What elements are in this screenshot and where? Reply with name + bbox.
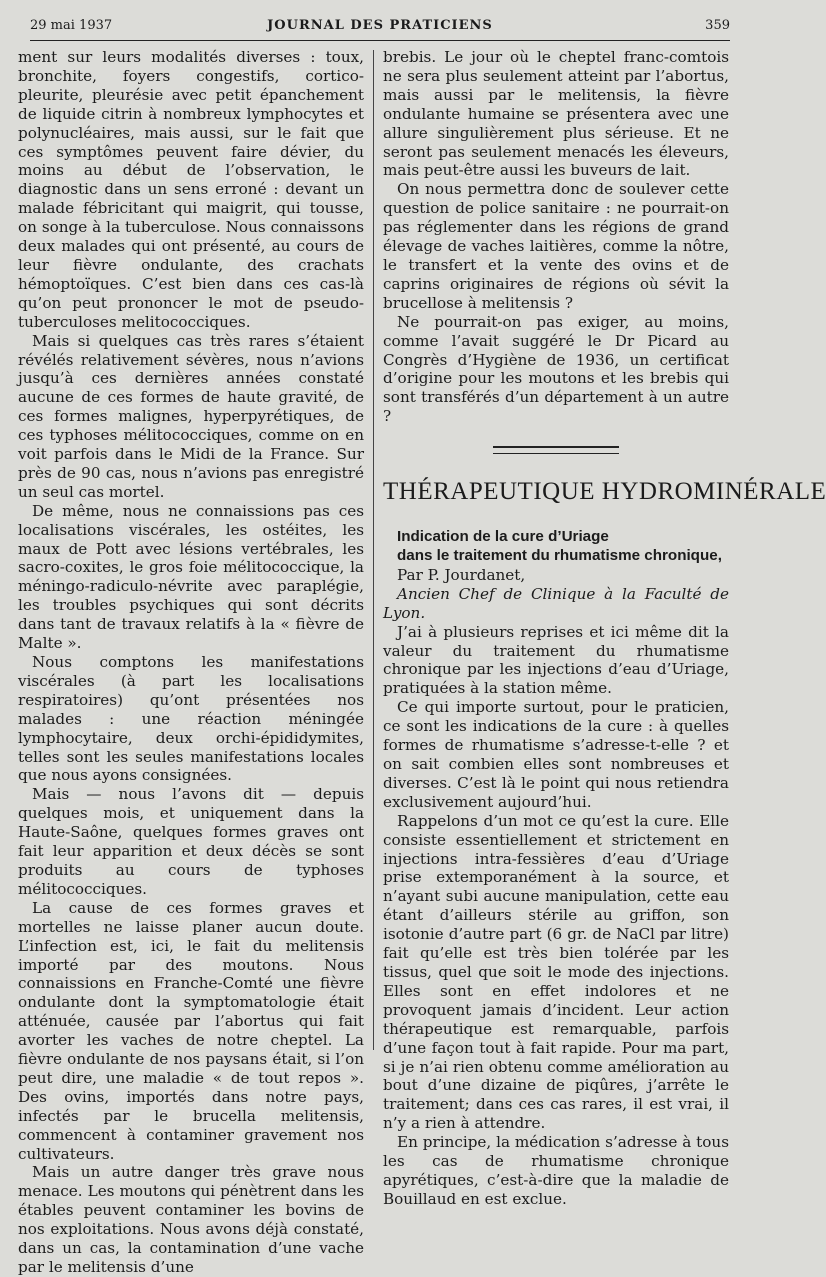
paragraph: Ne pourrait-on pas exiger, au moins, comme l’avait suggéré le Dr Picard au Congrès d’Hygiène de 1936, un certificat d’origine pour les moutons et les brebis qui sont transférés d’un département à un autre ? <box>383 312 729 426</box>
section-title: THÉRAPEUTIQUE HYDROMINÉRALE <box>383 478 826 506</box>
page-header <box>30 14 730 41</box>
article-title-line2: dans le traitement du rhumatisme chronique, <box>397 547 722 565</box>
header-date: 29 mai 1937 <box>30 18 113 33</box>
right-column <box>383 48 826 1208</box>
paragraph: Mais — nous l’avons dit — depuis quelques mois, et uniquement dans la Haute-Saône, quelques formes graves ont fait leur apparition et deux décès se sont produits au cours de typhoses mélitococciques. <box>18 785 364 898</box>
paragraph: Nous comptons les manifestations viscérales (à part les localisations respiratoires) qu’ont présentées nos malades : une réaction méningée lymphocytaire, deux orchi-épididymites, telles sont les seules manifestations locales que nous ayons consignées. <box>18 653 364 785</box>
article-title-line1: Indication de la cure d’Uriage <box>397 528 609 546</box>
paragraph: De même, nous ne connaissions pas ces localisations viscérales, les ostéites, les maux de Pott avec lésions vertébrales, les sacro-coxites, le gros foie mélitococcique, la méningo-radiculo-névrite avec paraplégie, les troubles psychiques qui sont décrits dans tant de travaux relatifs à la « fièvre de Malte ». <box>18 501 364 653</box>
column-divider <box>373 50 374 1050</box>
article-byline: Par P. Jourdanet, <box>397 565 526 584</box>
left-column <box>18 48 364 1276</box>
paragraph: J’ai à plusieurs reprises et ici même dit la valeur du traitement du rhumatisme chronique par les injections d’eau d’Uriage, pratiquées à la station même. <box>383 622 729 698</box>
paragraph: ment sur leurs modalités diverses : toux, bronchite, foyers congestifs, cortico-pleurite, pleurésie avec petit épanchement de liquide citrin à nombreux lymphocytes et polynucléaires, mais aussi, sur le fait que ces symptômes peuvent faire dévier, du moins au début de l’observation, le diagnostic dans un sens erroné : devant un malade fébricitant qui maigrit, qui tousse, on songe à la tuberculose. Nous connaissons deux malades qui ont présenté, au cours de leur fièvre ondulante, des crachats hémoptoïques. C’est bien dans ces cas-là qu’on peut prononcer le mot de pseudo-tuberculoses melitococciques. <box>18 48 364 331</box>
paragraph: Ce qui importe surtout, pour le praticien, ce sont les indications de la cure : à quelles formes de rhumatisme s’adresse-t-elle ? et on sait combien elles sont nombreuses et diverses. C’est là le point qui nous retiendra exclusivement aujourd’hui. <box>383 698 729 811</box>
paragraph: En principe, la médication s’adresse à tous les cas de rhumatisme chronique apyrétiques, c’est-à-dire que la maladie de Bouillaud en est exclue. <box>383 1133 729 1208</box>
paragraph: On nous permettra donc de soulever cette question de police sanitaire : ne pourrait-on pas réglementer dans les régions de grand élevage de vaches laitières, comme la nôtre, le transfert et la vente des ovins et de caprins originaires de régions où sévit la brucellose à melitensis ? <box>383 180 729 312</box>
paragraph: Mais un autre danger très grave nous menace. Les moutons qui pénètrent dans les étables peuvent contaminer les bovins de nos exploitations. Nous avons déjà constaté, dans un cas, la contamination d’une vache par le melitensis d’une <box>18 1163 364 1276</box>
section-separator <box>493 446 619 454</box>
paragraph: Rappelons d’un mot ce qu’est la cure. Elle consiste essentiellement et strictement en injections intra-fessières d’eau d’Uriage prise extemporanément à la source, et n’ayant subi aucune manipulation, cette eau étant d’ailleurs stérile au griffon, son isotonie d’autre part (6 gr. de NaCl par litre) fait qu’elle est très bien tolérée par les tissus, quel que soit le mode des injections. Elles sont en effet indolores et ne provoquent jamais d’incident. Leur action thérapeutique est remarquable, parfois d’une façon tout à fait rapide. Pour ma part, si je n’ai rien obtenu comme amélioration au bout d’une dizaine de piqûres, j’arrête le traitement; dans ces cas rares, il est vrai, il n’y a rien à attendre. <box>383 811 729 1133</box>
journal-title: JOURNAL DES PRATICIENS <box>267 18 493 33</box>
paragraph: brebis. Le jour où le cheptel franc-comtois ne sera plus seulement atteint par l’abortus, mais aussi par le melitensis, la fièvre ondulante humaine se présentera avec une allure singulièrement plus sérieuse. Et ne seront pas seulement menacés les éleveurs, mais peut-être aussi les buveurs de lait. <box>383 48 729 180</box>
paragraph: Mais si quelques cas très rares s’étaient révélés relativement sévères, nous n’avions jusqu’à ces dernières années constaté aucune de ces formes de haute gravité, de ces formes malignes, hyperpyrétiques, de ces typhoses mélitococciques, comme on en voit parfois dans le Midi de la France. Sur près de 90 cas, nous n’avions pas enregistré un seul cas mortel. <box>18 331 364 501</box>
author-affiliation: Ancien Chef de Clinique à la Faculté de Lyon. <box>383 584 729 622</box>
page-number: 359 <box>705 18 730 33</box>
paragraph: La cause de ces formes graves et mortelles ne laisse planer aucun doute. L’infection est, ici, le fait du melitensis importé par des moutons. Nous connaissions en Franche-Comté une fièvre ondulante dont la symptomatologie était atténuée, causée par l’abortus qui fait avorter les vaches de notre cheptel. La fièvre ondulante de nos paysans était, si l’on peut dire, une maladie « de tout repos ». Des ovins, importés dans notre pays, infectés par le brucella melitensis, commencent à contaminer gravement nos cultivateurs. <box>18 898 364 1163</box>
